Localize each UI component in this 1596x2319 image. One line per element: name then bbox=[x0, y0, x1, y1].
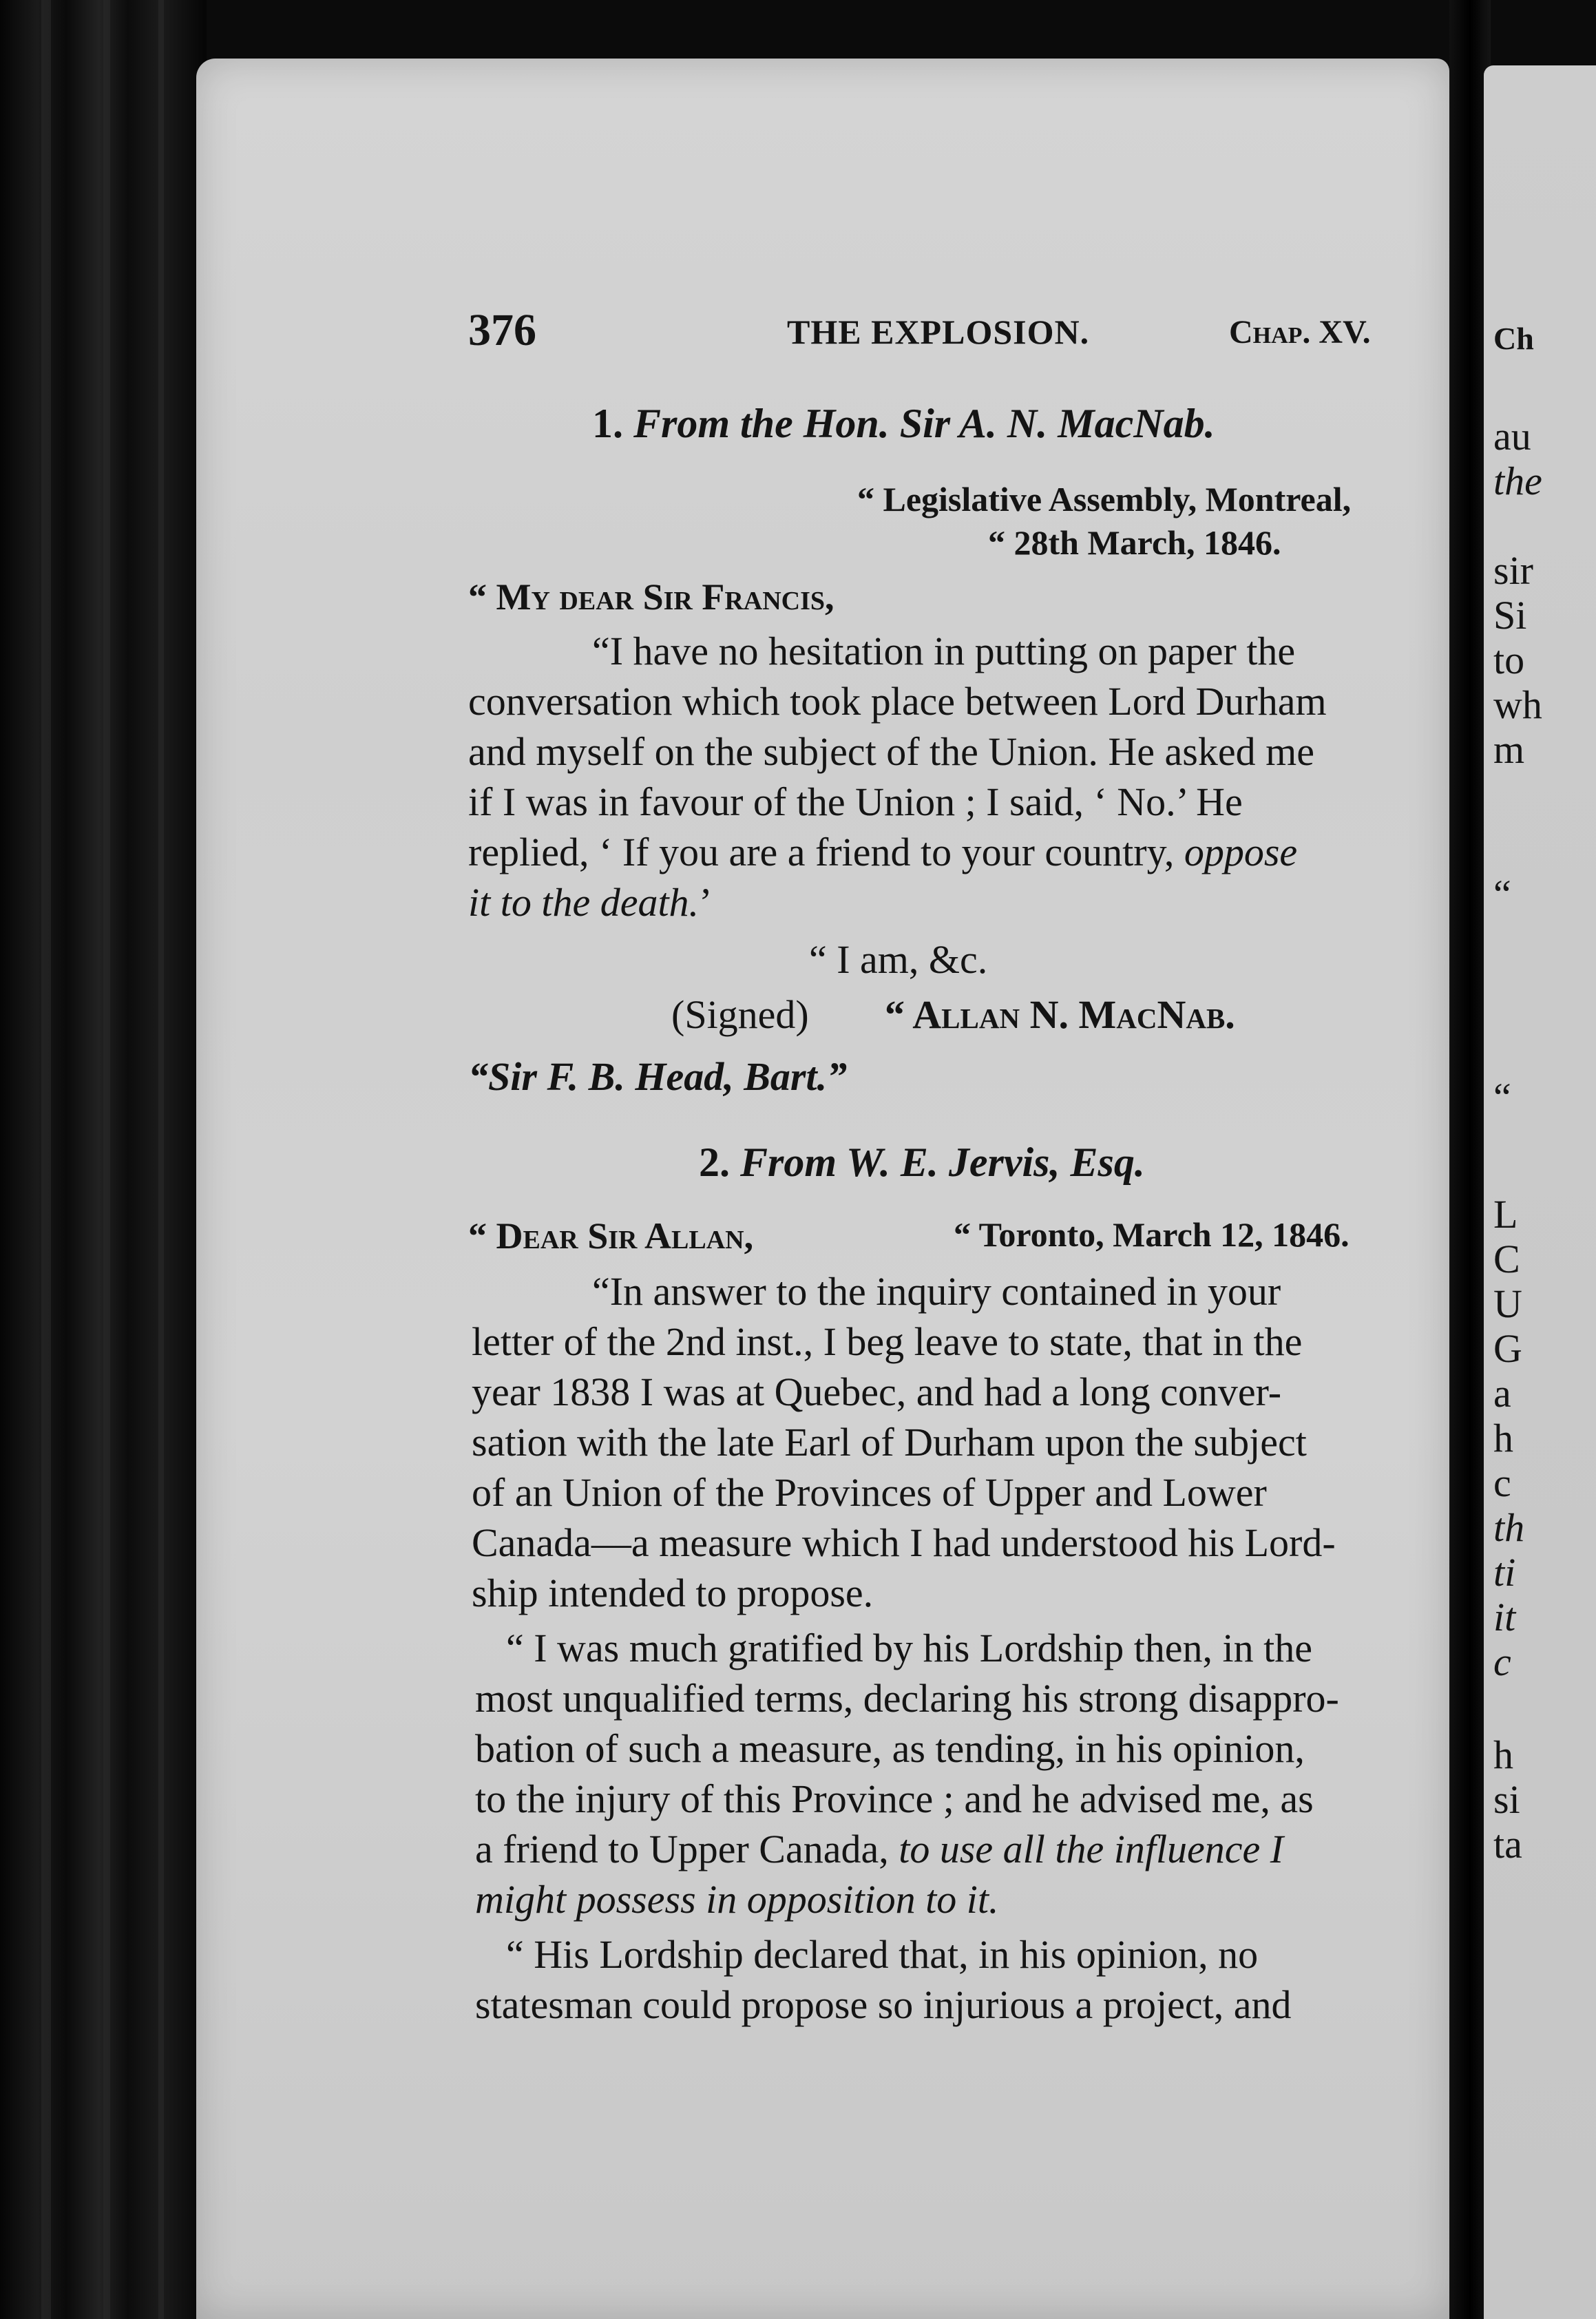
text-line: conversation which took place between Lord Durham bbox=[468, 679, 1327, 724]
text-line bbox=[468, 880, 713, 925]
letter-heading bbox=[592, 403, 1215, 444]
text-line: to the injury of this Province ; and he advised me, as bbox=[475, 1776, 1314, 1821]
neighbour-fragment: ti bbox=[1493, 1550, 1516, 1595]
italic-segment: to use all the influence I bbox=[899, 1827, 1284, 1871]
closing: “ I am, &c. bbox=[809, 937, 988, 982]
text-line: letter of the 2nd inst., I beg leave to state, that in the bbox=[472, 1319, 1303, 1364]
letter-title: From W. E. Jervis, Esq. bbox=[740, 1140, 1145, 1185]
text-line: “I have no hesitation in putting on paper the bbox=[592, 629, 1296, 673]
text-segment: ’ bbox=[699, 880, 713, 925]
neighbour-fragment: C bbox=[1493, 1237, 1520, 1281]
neighbour-fragment: sir bbox=[1493, 548, 1533, 593]
text-line: “ I was much gratified by his Lordship then, in the bbox=[506, 1626, 1313, 1670]
text-line: of an Union of the Provinces of Upper and Lower bbox=[472, 1470, 1267, 1515]
neighbour-fragment: c bbox=[1493, 1460, 1511, 1505]
neighbour-fragment: G bbox=[1493, 1326, 1522, 1371]
signature: “ Allan N. MacNab. bbox=[885, 992, 1235, 1037]
neighbour-fragment: Si bbox=[1493, 593, 1527, 638]
letter-number: 2. bbox=[699, 1140, 730, 1185]
salutation: “ Dear Sir Allan, bbox=[468, 1215, 754, 1257]
neighbour-fragment: a bbox=[1493, 1371, 1511, 1416]
italic-segment: oppose bbox=[1184, 830, 1298, 874]
text-line: most unqualified terms, declaring his strong disappro- bbox=[475, 1676, 1339, 1721]
italic-segment: it to the death. bbox=[468, 880, 700, 925]
text-line: might possess in opposition to it. bbox=[475, 1877, 999, 1922]
neighbour-fragment: U bbox=[1493, 1281, 1522, 1326]
letter-heading bbox=[699, 1142, 1145, 1183]
neighbour-fragment: m bbox=[1493, 727, 1525, 772]
text-line bbox=[475, 1829, 1283, 1869]
page-number: 376 bbox=[468, 305, 536, 355]
neighbour-fragment: ta bbox=[1493, 1822, 1522, 1867]
neighbour-fragment: h bbox=[1493, 1732, 1513, 1777]
neighbour-fragment: Ch bbox=[1493, 321, 1534, 356]
binding-shadow bbox=[158, 0, 164, 2319]
text-line: year 1838 I was at Quebec, and had a long conver- bbox=[472, 1370, 1282, 1414]
text-line: “ His Lordship declared that, in his opinion, no bbox=[506, 1932, 1259, 1977]
neighbour-fragment: c bbox=[1493, 1639, 1511, 1684]
neighbour-fragment: au bbox=[1493, 414, 1531, 459]
neighbour-fragment: to bbox=[1493, 638, 1525, 682]
addressee: “Sir F. B. Head, Bart.” bbox=[468, 1054, 848, 1099]
text-segment: a friend to Upper Canada, bbox=[475, 1827, 889, 1871]
salutation: “ My dear Sir Francis, bbox=[468, 576, 834, 618]
text-line: bation of such a measure, as tending, in his opinion, bbox=[475, 1726, 1305, 1771]
letter-title: From the Hon. Sir A. N. MacNab. bbox=[633, 401, 1215, 446]
neighbour-fragment: “ bbox=[1493, 872, 1511, 916]
neighbour-fragment: L bbox=[1493, 1192, 1518, 1237]
text-line: statesman could propose so injurious a project, and bbox=[475, 1982, 1292, 2027]
text-line bbox=[468, 832, 1297, 872]
text-line: sation with the late Earl of Durham upon the subject bbox=[472, 1420, 1307, 1465]
book-page bbox=[196, 59, 1449, 2319]
letter-date: “ 28th March, 1846. bbox=[988, 523, 1281, 562]
letter-date: “ Toronto, March 12, 1846. bbox=[954, 1215, 1350, 1254]
letter-place: “ Legislative Assembly, Montreal, bbox=[857, 480, 1352, 518]
text-line: “In answer to the inquiry contained in your bbox=[592, 1269, 1281, 1314]
neighbour-fragment: h bbox=[1493, 1416, 1513, 1460]
text-line: if I was in favour of the Union ; I said, ‘ No.’ He bbox=[468, 779, 1243, 824]
text-segment: replied, ‘ If you are a friend to your country, bbox=[468, 830, 1175, 874]
letter-number: 1. bbox=[592, 401, 623, 446]
neighbour-fragment: “ bbox=[1493, 1075, 1511, 1120]
signed-label: (Signed) bbox=[671, 992, 809, 1037]
binding-shadow bbox=[41, 0, 51, 2319]
neighbour-page bbox=[1484, 65, 1596, 2319]
text-line: Canada—a measure which I had understood his Lord- bbox=[472, 1520, 1336, 1565]
neighbour-fragment: the bbox=[1493, 459, 1542, 503]
neighbour-fragment: wh bbox=[1493, 682, 1542, 727]
neighbour-fragment: it bbox=[1493, 1595, 1516, 1639]
neighbour-fragment: th bbox=[1493, 1505, 1525, 1550]
text-line: and myself on the subject of the Union. He asked me bbox=[468, 729, 1314, 774]
neighbour-fragment: si bbox=[1493, 1777, 1520, 1822]
running-title: THE EXPLOSION. bbox=[787, 313, 1090, 351]
text-line: ship intended to propose. bbox=[472, 1571, 874, 1615]
binding-shadow bbox=[103, 0, 110, 2319]
chapter-label: Chap. XV. bbox=[1229, 314, 1371, 350]
